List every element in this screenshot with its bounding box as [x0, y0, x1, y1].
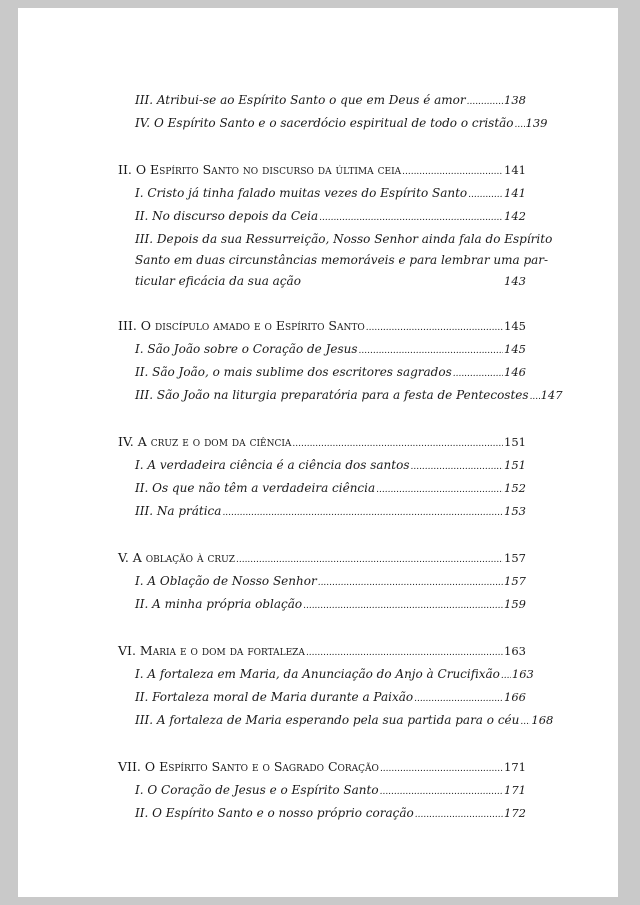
toc-entry — [118, 571, 526, 594]
toc-entry-page: 153 — [504, 504, 526, 518]
toc-entry-page: 142 — [504, 209, 526, 223]
toc-entry-title: I. São João sobre o Coração de Jesus — [135, 342, 358, 356]
toc-section-chapter-2 — [118, 159, 553, 292]
toc-entry-page: 171 — [504, 783, 526, 797]
toc-entry — [118, 803, 526, 826]
toc-entry-title: II. Fortaleza moral de Maria durante a Paixão — [135, 690, 414, 704]
dot-leader — [410, 455, 503, 478]
toc-entry-page: 166 — [504, 690, 526, 704]
toc-entry-title: I. Cristo já tinha falado muitas vezes do Espírito Santo — [135, 186, 468, 200]
toc-chapter-heading — [118, 756, 526, 780]
toc-chapter-title: VII. O Espírito Santo e o Sagrado Coração — [118, 759, 379, 774]
toc-entry-title: III. A fortaleza de Maria esperando pela sua partida para o céu — [135, 713, 520, 727]
toc-chapter-page: 141 — [504, 163, 526, 177]
toc-chapter-title: IV. A cruz e o dom da ciência — [118, 434, 292, 449]
toc-entry-title: I. A verdadeira ciência é a ciência dos santos — [135, 458, 410, 472]
toc-entry — [118, 780, 526, 803]
dot-leader — [402, 159, 503, 183]
toc-entry-line: Santo em duas circunstâncias memoráveis e para lembrar uma par- — [135, 253, 549, 267]
toc-chapter-page: 145 — [504, 319, 526, 333]
toc-chapter-heading — [118, 159, 526, 183]
toc-entry-title: III. São João na liturgia preparatória para a festa de Pentecostes — [135, 388, 529, 402]
toc-entry-page: 152 — [504, 481, 526, 495]
dot-leader — [236, 547, 503, 571]
toc-entry — [118, 206, 526, 229]
toc-entry-multiline — [118, 229, 553, 292]
toc-section-chapter-5 — [118, 547, 526, 617]
toc-chapter-title: VI. Maria e o dom da fortaleza — [118, 643, 305, 658]
toc-entry-page: 157 — [504, 574, 526, 588]
toc-entry-title: I. A Oblação de Nosso Senhor — [135, 574, 317, 588]
table-of-contents — [118, 90, 563, 849]
toc-chapter-page: 163 — [504, 644, 526, 658]
toc-chapter-page: 157 — [504, 551, 526, 565]
toc-entry-page: 141 — [504, 186, 526, 200]
toc-entry-page: 159 — [504, 597, 526, 611]
dot-leader — [415, 803, 503, 826]
dot-leader — [501, 664, 511, 687]
toc-entry-page: 145 — [504, 342, 526, 356]
toc-entry-title: I. A fortaleza em Maria, da Anunciação do Anjo à Crucifixão — [135, 667, 500, 681]
dot-leader — [306, 640, 503, 664]
toc-section-continued — [118, 90, 548, 136]
toc-chapter-page: 151 — [504, 435, 526, 449]
toc-entry — [118, 710, 554, 733]
toc-entry — [118, 687, 526, 710]
dot-leader — [222, 501, 503, 524]
toc-section-chapter-6 — [118, 640, 554, 733]
toc-entry — [118, 113, 548, 136]
dot-leader — [468, 183, 503, 206]
toc-chapter-heading — [118, 547, 526, 571]
dot-leader — [414, 687, 503, 710]
toc-chapter-title: III. O discípulo amado e o Espírito Santo — [118, 318, 365, 333]
toc-chapter-title: V. A oblação à cruz — [118, 550, 235, 565]
toc-entry-page: 138 — [504, 93, 526, 107]
toc-entry — [118, 455, 526, 478]
toc-entry-title: III. Na prática — [135, 504, 222, 518]
toc-entry-page: 151 — [504, 458, 526, 472]
dot-leader — [303, 594, 503, 617]
toc-entry-page: 172 — [504, 806, 526, 820]
toc-entry-page: 147 — [540, 388, 563, 402]
toc-chapter-title: II. O Espírito Santo no discurso da última ceia — [118, 162, 402, 177]
toc-entry — [118, 362, 526, 385]
toc-entry-title: II. Os que não têm a verdadeira ciência — [135, 481, 376, 495]
toc-entry-title: II. O Espírito Santo e o nosso próprio coração — [135, 806, 414, 820]
toc-entry — [118, 664, 534, 687]
toc-entry-title: III. Atribui-se ao Espírito Santo o que em Deus é amor — [135, 93, 466, 107]
toc-entry-last-line — [135, 271, 526, 292]
dot-leader — [515, 113, 525, 136]
toc-entry — [118, 385, 563, 408]
toc-chapter-heading — [118, 431, 526, 455]
book-page — [18, 8, 618, 897]
toc-entry-page: 139 — [525, 116, 548, 130]
dot-leader — [359, 339, 504, 362]
dot-leader — [380, 756, 503, 780]
dot-leader — [530, 385, 540, 408]
toc-entry-title: IV. O Espírito Santo e o sacerdócio espiritual de todo o cristão — [135, 116, 514, 130]
toc-section-chapter-7 — [118, 756, 526, 826]
toc-entry-title: I. O Coração de Jesus e o Espírito Santo — [135, 783, 379, 797]
dot-leader — [292, 431, 503, 455]
toc-chapter-page: 171 — [504, 760, 526, 774]
toc-chapter-heading — [118, 315, 526, 339]
dot-leader — [520, 710, 530, 733]
toc-entry — [118, 594, 526, 617]
toc-entry-line: III. Depois da sua Ressurreição, Nosso Senhor ainda fala do Espírito — [135, 232, 553, 246]
toc-entry-line: ticular eficácia da sua ação — [135, 274, 301, 288]
toc-entry-page: 146 — [504, 365, 526, 379]
dot-leader — [453, 362, 503, 385]
toc-entry — [118, 478, 526, 501]
toc-entry — [118, 339, 526, 362]
toc-entry-title: II. A minha própria oblação — [135, 597, 303, 611]
toc-section-chapter-3 — [118, 315, 563, 408]
toc-entry-title: II. São João, o mais sublime dos escritores sagrados — [135, 365, 452, 379]
toc-section-chapter-4 — [118, 431, 526, 524]
toc-entry-page: 143 — [504, 274, 526, 288]
toc-entry — [118, 501, 526, 524]
dot-leader — [376, 478, 503, 501]
dot-leader — [319, 206, 503, 229]
toc-entry — [118, 90, 526, 113]
toc-entry — [118, 183, 526, 206]
dot-leader — [467, 90, 503, 113]
dot-leader — [366, 315, 503, 339]
dot-leader — [318, 571, 503, 594]
dot-leader — [380, 780, 503, 803]
toc-chapter-heading — [118, 640, 526, 664]
toc-entry-title: II. No discurso depois da Ceia — [135, 209, 319, 223]
toc-entry-page: 163 — [511, 667, 534, 681]
toc-entry-page: 168 — [531, 713, 554, 727]
